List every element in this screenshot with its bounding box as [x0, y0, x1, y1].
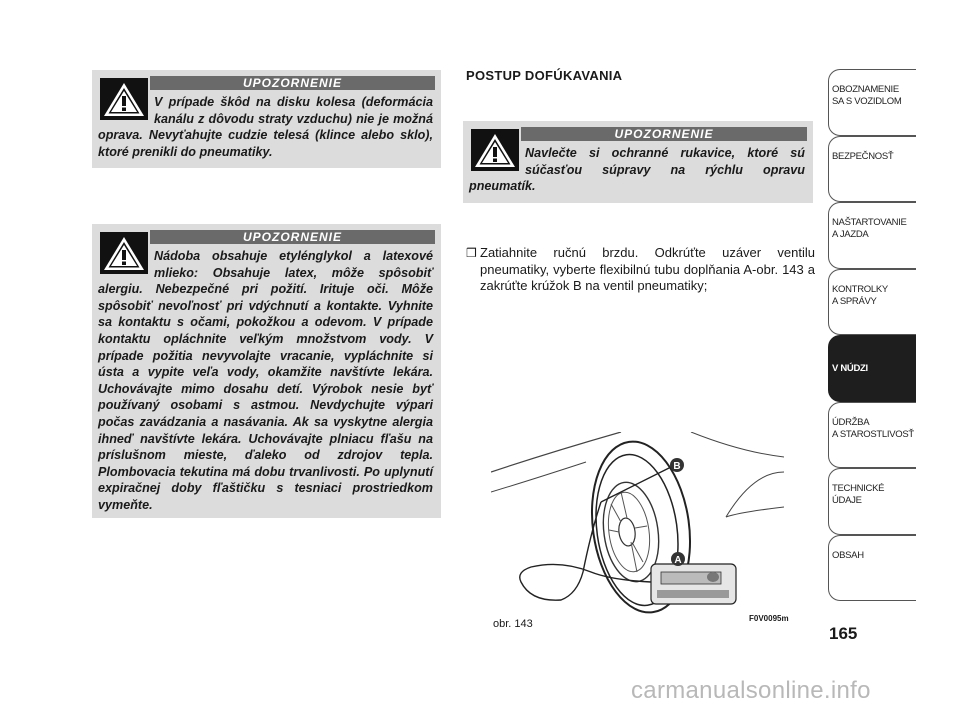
instruction-step [466, 245, 815, 295]
warning-text: Navlečte si ochranné rukavice, ktoré sú súčasťou súpravy na rýchlu opravu pneumatík. [469, 146, 805, 194]
page-number: 165 [829, 624, 858, 643]
tab-label: KONTROLKY A SPRÁVY [832, 283, 888, 307]
warning-box-gloves [463, 121, 813, 203]
warning-box-wheel-damage [92, 70, 441, 168]
tab-technicke-udaje[interactable] [828, 468, 916, 535]
tab-nastartovanie[interactable] [828, 202, 916, 269]
tab-label: OBOZNAMENIE SA S VOZIDLOM [832, 84, 902, 107]
warning-text: Nádoba obsahuje etylénglykol a latexové mlieko: Obsahuje latex, môže spôsobiť alergiu. Nebezpečné pri požití. Irituje oči. Môže spôsobiť nevoľnosť pri vdýchnutí a kontakte. Vyhnite sa kontaktu s očami, pokožkou a odevom. V prípade kontaktu opláchnite veľkým množstvom vody. V prípade požitia nevyvolajte vracanie, vypláchnite si ústa a vypite veľa vody, okamžite navštívte lekára. Uchovávajte mimo dosahu detí. Výrobok nesie byť používaný osobami s astmou. Nevdychujte výpari počas zavádzania a nasávania. Ak sa vyskytne alergia ihneď navštívte lekára. Uchovávajte plniacu fľašu na príslušnom mieste, ďaleko od zdrojov tepla. Plombovacia tekutina má dobu trvanlivosti. Po uplynutí expiračnej doby fľaštičku s tesniaci prostriedkom vymeňte. [98, 249, 433, 512]
warning-heading: UPOZORNENIE [521, 127, 807, 141]
tab-obsah[interactable] [828, 535, 916, 602]
tab-label: ÚDRŽBA A STAROSTLIVOSŤ [832, 416, 914, 440]
figure-tyre-inflation [491, 432, 784, 615]
warning-heading: UPOZORNENIE [150, 76, 435, 90]
figure-code: F0V0095m [749, 614, 789, 623]
tab-bezpecnost[interactable] [828, 136, 916, 203]
tab-v-nudzi[interactable] [828, 335, 916, 402]
tab-oboznamenie[interactable] [828, 69, 916, 136]
tab-label: BEZPEČNOSŤ [832, 150, 894, 162]
label-b: B [673, 461, 681, 472]
label-a: A [674, 555, 682, 566]
warning-box-sealant-hazard [92, 224, 441, 518]
tyre-compressor-illustration [491, 432, 784, 615]
warning-heading: UPOZORNENIE [150, 230, 435, 244]
section-title: POSTUP DOFÚKAVANIA [466, 68, 623, 83]
chapter-nav [828, 69, 916, 601]
tab-kontrolky[interactable] [828, 269, 916, 336]
tab-label: TECHNICKÉ ÚDAJE [832, 483, 885, 506]
tab-label: NAŠTARTOVANIE A JAZDA [832, 217, 907, 240]
warning-text: V prípade škôd na disku kolesa (deformácia kanálu z dôvodu straty vzduchu) nie je možná oprava. Nevyťahujte cudzie telesá (klince alebo sklo), ktoré prenikli do pneumatiky. [98, 95, 433, 159]
tab-udrzba[interactable] [828, 402, 916, 469]
step-text: Zatiahnite ručnú brzdu. Odkrúťte uzáver ventilu pneumatiky, vyberte flexibilnú tubu doplňania A-obr. 143 a zakrúťte krúžok B na ventil pneumatiky; [480, 245, 815, 293]
checkbox-bullet-icon: ❒ [466, 246, 477, 260]
tab-label: OBSAH [832, 549, 864, 561]
tab-label: V NÚDZI [832, 363, 868, 374]
figure-caption: obr. 143 [493, 618, 533, 630]
watermark: carmanualsonline.info [631, 677, 871, 704]
